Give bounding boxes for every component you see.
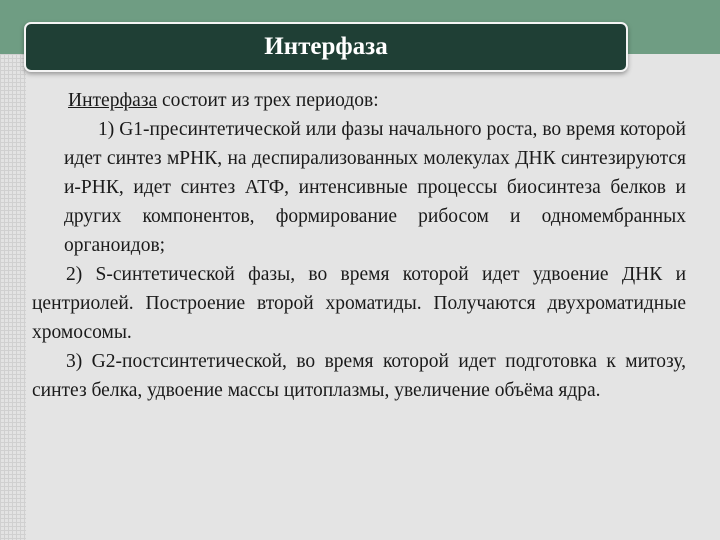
grid-decoration — [0, 54, 26, 540]
title-bar — [24, 22, 628, 72]
page-title: Интерфаза — [264, 33, 388, 60]
list-item-g2: 3) G2-постсинтетической, во время которой идет подготовка к митозу, синтез белка, удвоение массы цитоплазмы, увеличение объёма ядра. — [32, 351, 686, 401]
intro-line — [32, 86, 686, 115]
intro-term: Интерфаза — [68, 90, 158, 111]
list-item-g1: 1) G1-пресинтетической или фазы начального роста, во время которой идет синтез мРНК, на деспирализованных молекулах ДНК синтезируются и-РНК, идет синтез АТФ, интенсивные процессы биосинтеза белков и других компонентов, формирование рибосом и одномембранных органоидов; — [64, 119, 686, 256]
slide-body — [32, 86, 686, 405]
list-item-s: 2) S-синтетической фазы, во время которой идет удвоение ДНК и центриолей. Построение второй хроматиды. Получаются двухроматидные хромосомы. — [32, 264, 686, 343]
intro-rest: состоит из трех периодов: — [157, 90, 379, 111]
